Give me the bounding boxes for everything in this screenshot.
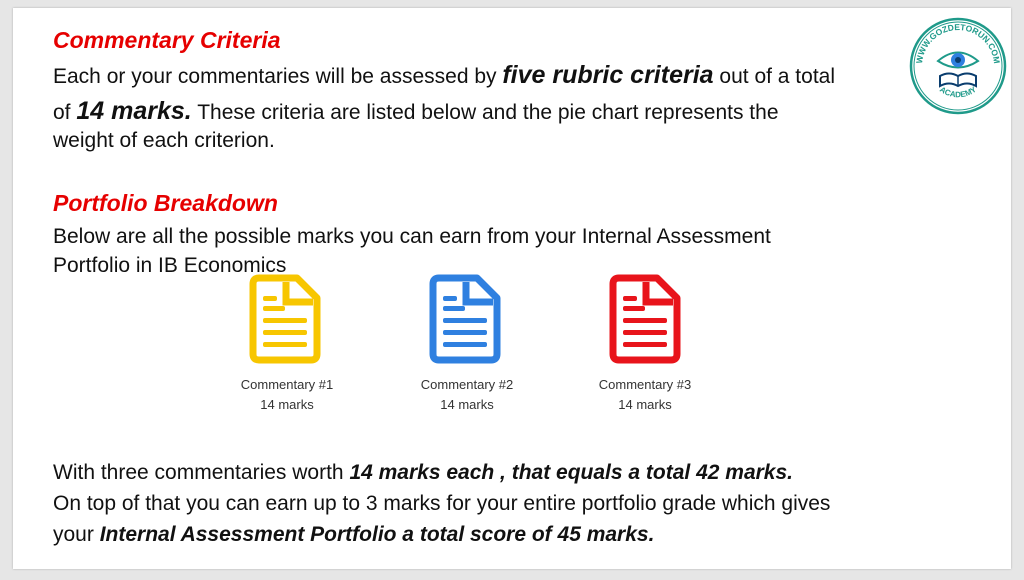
summary-line-3-start: your <box>53 523 100 546</box>
commentary-3-title: Commentary #3 <box>598 377 692 392</box>
slide <box>13 8 1011 569</box>
commentary-2-title: Commentary #2 <box>420 377 514 392</box>
commentary-1-document-icon <box>249 274 321 364</box>
criteria-line-2-start: of <box>53 101 77 124</box>
commentary-3-marks: 14 marks <box>618 397 672 412</box>
breakdown-line-2: Portfolio in IB Economics <box>53 254 287 277</box>
summary-line-1-text: With three commentaries worth <box>53 461 350 484</box>
commentary-2-marks: 14 marks <box>440 397 494 412</box>
commentary-2-caption <box>397 375 537 415</box>
commentary-3-caption <box>575 375 715 415</box>
breakdown-line-1: Below are all the possible marks you can earn from your Internal Assessment <box>53 225 771 248</box>
gozdetorun-academy-logo <box>908 16 1008 116</box>
commentary-1-marks: 14 marks <box>260 397 314 412</box>
commentary-1-caption <box>217 375 357 415</box>
fourteen-marks-emphasis: 14 marks. <box>76 97 192 125</box>
summary-line-3 <box>53 520 654 550</box>
portfolio-breakdown-heading: Portfolio Breakdown <box>53 190 278 216</box>
commentary-1-title: Commentary #1 <box>240 377 334 392</box>
commentary-3-document-icon <box>609 274 681 364</box>
total-42-marks-emphasis: 14 marks each , that equals a total 42 marks. <box>349 461 793 484</box>
commentary-2-document-icon <box>429 274 501 364</box>
commentary-criteria-heading: Commentary Criteria <box>53 27 281 53</box>
summary-line-2: On top of that you can earn up to 3 marks for your entire portfolio grade which gives <box>53 492 831 515</box>
total-45-marks-emphasis: Internal Assessment Portfolio a total score of 45 marks. <box>99 523 655 546</box>
criteria-line-2-text: These criteria are listed below and the pie chart represents the <box>191 101 779 124</box>
logo-bottom-text: ACADEMY <box>938 84 978 100</box>
criteria-line-3: weight of each criterion. <box>53 129 275 152</box>
logo-top-text: WWW.GOZDETORUN.COM <box>913 21 1003 65</box>
five-rubric-criteria-emphasis: five rubric criteria <box>502 61 714 89</box>
criteria-line-2 <box>53 96 779 128</box>
criteria-line-1-text: Each or your commentaries will be assessed by <box>53 65 503 88</box>
criteria-line-1 <box>53 60 835 92</box>
criteria-line-1-end: out of a total <box>713 65 835 88</box>
summary-line-1 <box>53 458 793 488</box>
